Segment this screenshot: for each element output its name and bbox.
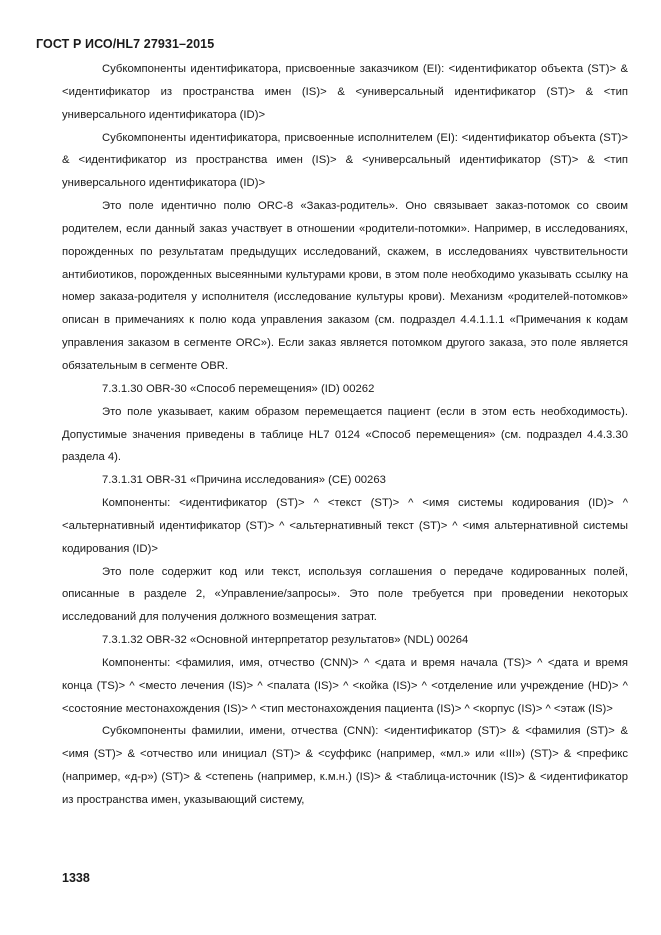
page-number: 1338 (62, 871, 90, 885)
paragraph-parent-order-description: Это поле идентично полю ORC-8 «Заказ-родитель». Оно связывает заказ-потомок со своим родителем, если данный заказ участвует в отношении «родители-потомки». Например, в исследованиях, порожденных по результатам предыдущих исследований, скажем, в исследованиях чувствительности антибиотиков, порожденных высеянными культурами крови, в этом поле необходимо указывать ссылку на номер заказа-родителя у исполнителя (исследование культуры крови). Механизм «родителей-потомков» описан в примечаниях к полю кода управления заказом (см. подраздел 4.4.1.1.1 «Примечания к кодам управления заказом в сегменте ORC»). Если заказ является потомком другого заказа, это поле является обязательным в сегменте OBR. (62, 200, 628, 372)
document-body (62, 58, 628, 812)
section-heading-obr-30: 7.3.1.30 OBR-30 «Способ перемещения» (ID) 00262 (102, 382, 375, 395)
paragraph-interpreter-components: Компоненты: <фамилия, имя, отчество (CNN)> ^ <дата и время начала (TS)> ^ <дата и время конца (TS)> ^ <место лечения (IS)> ^ <палата (IS)> ^ <койка (IS)> ^ <отделение или учреждение (HD)> ^ <состояние местонахождения (IS)> ^ <тип местонахождения пациента (IS)> ^ <корпус (IS)> ^ <этаж (IS)> (62, 656, 628, 715)
paragraph-transportation-mode: Это поле указывает, каким образом перемещается пациент (если в этом есть необходимость). Допустимые значения приведены в таблице HL7 0124 «Способ перемещения» (см. подраздел 4.4.3.30 раздела 4). (62, 405, 628, 464)
paragraph-ordering-entity-subcomponents: Субкомпоненты идентификатора, присвоенные заказчиком (EI): <идентификатор объекта (ST)> & <идентификатор из пространства имен (IS)> & <универсальный идентификатор (ST)> & <тип универсального идентификатора (ID)> (62, 63, 628, 121)
paragraph-reason-description: Это поле содержит код или текст, используя соглашения о передаче кодированных полей, описанные в разделе 2, «Управление/запросы». Это поле требуется при проведении некоторых исследований для получения должного возмещения затрат. (62, 565, 628, 624)
section-heading-obr-31: 7.3.1.31 OBR-31 «Причина исследования» (CE) 00263 (102, 474, 386, 487)
paragraph-filler-subcomponents: Субкомпоненты идентификатора, присвоенные исполнителем (EI): <идентификатор объекта (ST)> & <идентификатор из пространства имен (IS)> & <универсальный идентификатор (ST)> & <тип универсального идентификатора (ID)> (62, 131, 628, 190)
section-heading-obr-32: 7.3.1.32 OBR-32 «Основной интерпретатор результатов» (NDL) 00264 (102, 634, 469, 647)
page-header: ГОСТ Р ИСО/HL7 27931–2015 (36, 37, 215, 51)
paragraph-reason-components: Компоненты: <идентификатор (ST)> ^ <текст (ST)> ^ <имя системы кодирования (ID)> ^ <альтернативный идентификатор (ST)> ^ <альтернативный текст (ST)> ^ <имя альтернативной системы кодирования (ID)> (62, 497, 628, 555)
paragraph-name-subcomponents: Субкомпоненты фамилии, имени, отчества (CNN): <идентификатор (ST)> & <фамилия (ST)> & <имя (ST)> & <отчество или инициал (ST)> & <суффикс (например, «мл.» или «III») (ST)> & <префикс (например, «д-р») (ST)> & <степень (например, к.м.н.) (IS)> & <таблица-источник (IS)> & <идентификатор из пространства имен, указывающий систему, (62, 725, 628, 806)
